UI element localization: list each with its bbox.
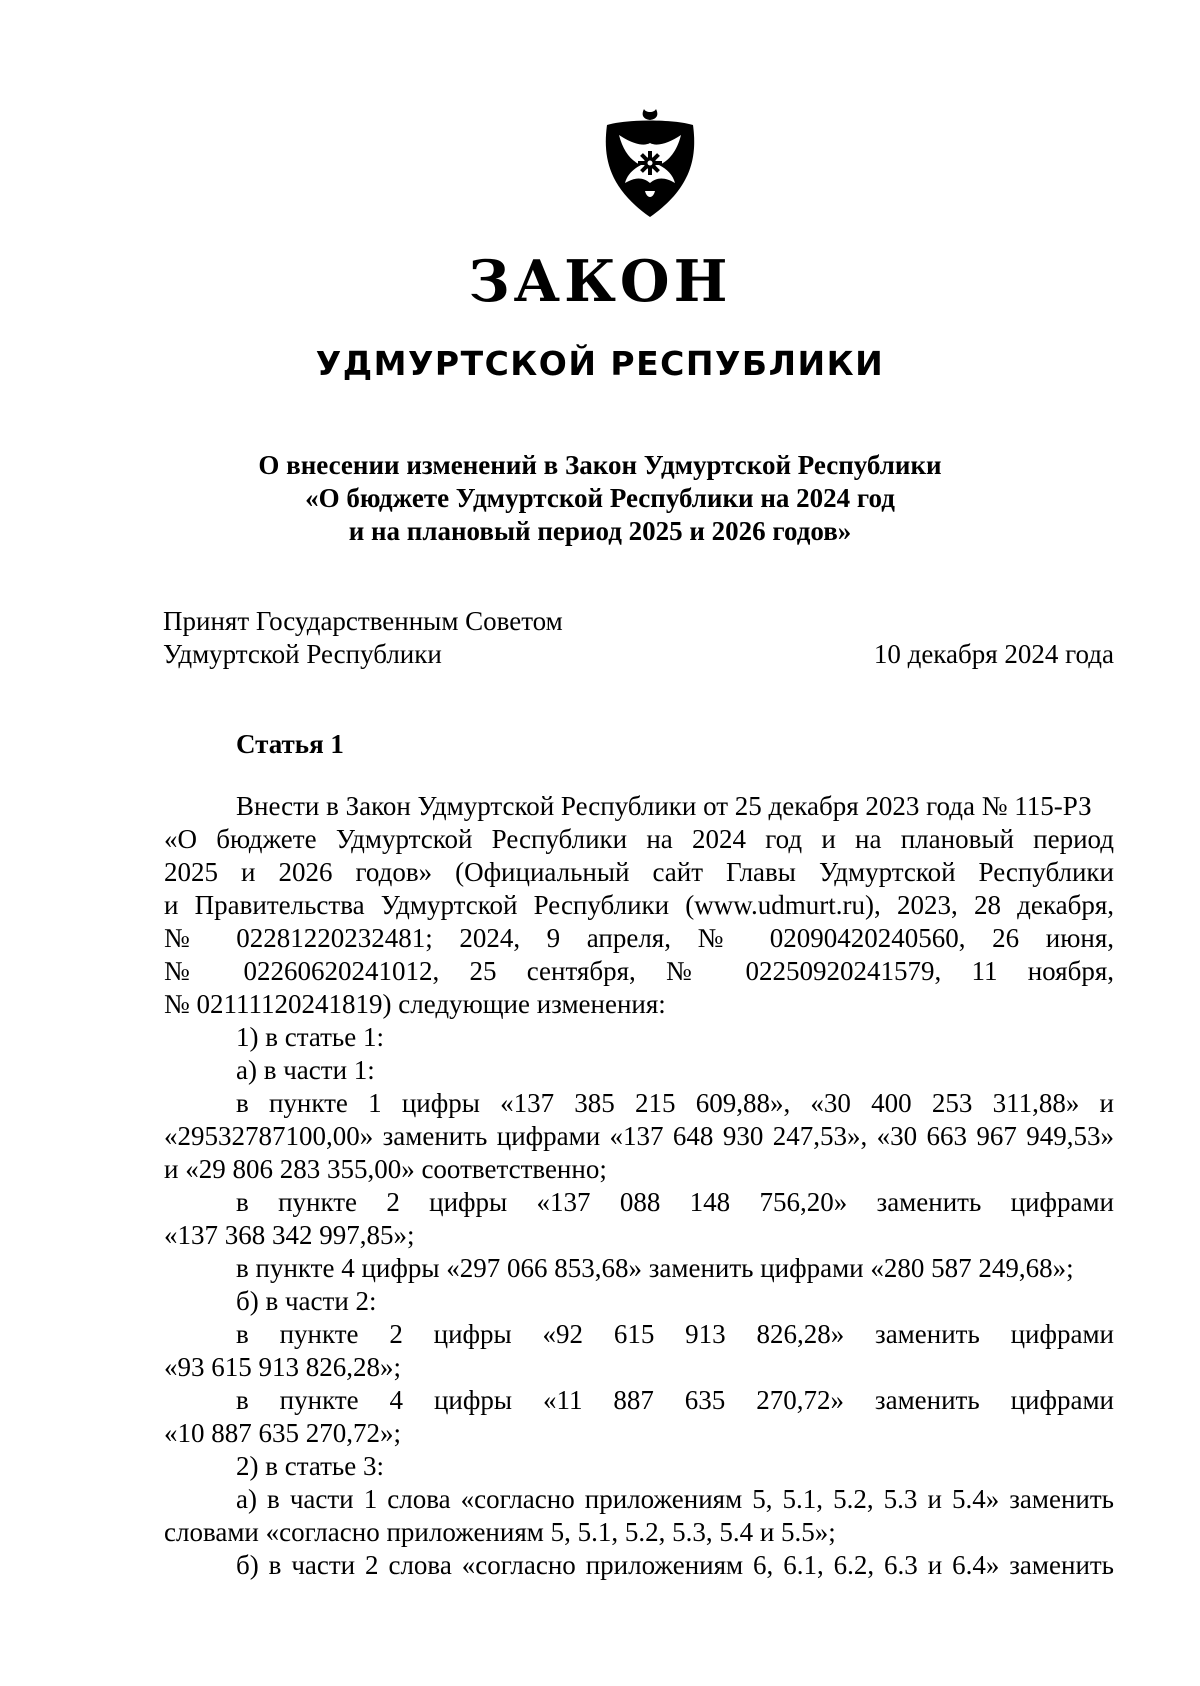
law-heading — [0, 449, 1200, 548]
text-line: 2025 и 2026 годов» (Официальный сайт Главы Удмуртской Республики — [164, 857, 1114, 887]
text-line: в пункте 4 цифры «11 887 635 270,72» заменить цифрами — [236, 1385, 1114, 1415]
heading-line: и на плановый период 2025 и 2026 годов» — [348, 516, 852, 546]
adopted-line: Удмуртской Республики — [163, 639, 442, 669]
law-title: ЗАКОН — [468, 248, 732, 315]
list-item: а) в части 1: — [236, 1055, 375, 1085]
heading-line: «О бюджете Удмуртской Республики на 2024 год — [305, 483, 895, 513]
text-line: Внести в Закон Удмуртской Республики от 25 декабря 2023 года № 115-РЗ — [236, 791, 1092, 821]
text-line: словами «согласно приложениям 5, 5.1, 5.2, 5.3, 5.4 и 5.5»; — [164, 1517, 836, 1547]
list-item: 2) в статье 3: — [236, 1451, 384, 1481]
list-item: а) в части 1 слова «согласно приложениям 5, 5.1, 5.2, 5.3 и 5.4» заменить — [236, 1484, 1114, 1514]
text-line: и Правительства Удмуртской Республики (www.udmurt.ru), 2023, 28 декабря, — [164, 890, 1114, 920]
text-line: «29532787100,00» заменить цифрами «137 648 930 247,53», «30 663 967 949,53» — [164, 1121, 1114, 1151]
text-line: «10 887 635 270,72»; — [164, 1418, 402, 1448]
article-title: Статья 1 — [236, 729, 344, 759]
text-line: «О бюджете Удмуртской Республики на 2024 год и на плановый период — [164, 824, 1114, 854]
heading-line: О внесении изменений в Закон Удмуртской Республики — [258, 450, 942, 480]
text-line: «137 368 342 997,85»; — [164, 1220, 415, 1250]
law-subtitle: УДМУРТСКОЙ РЕСПУБЛИКИ — [315, 344, 885, 383]
text-line: в пункте 2 цифры «92 615 913 826,28» заменить цифрами — [236, 1319, 1114, 1349]
text-line: «93 615 913 826,28»; — [164, 1352, 402, 1382]
adopted-by — [163, 605, 563, 671]
list-item: 1) в статье 1: — [236, 1022, 384, 1052]
text-line: № 02260620241012, 25 сентября, № 02250920241579, 11 ноября, — [164, 956, 1114, 986]
text-line: № 02281220232481; 2024, 9 апреля, № 02090420240560, 26 июня, — [164, 923, 1114, 953]
text-line: в пункте 2 цифры «137 088 148 756,20» заменить цифрами — [236, 1187, 1114, 1217]
article-body — [164, 790, 1114, 1582]
adoption-date: 10 декабря 2024 года — [873, 639, 1114, 669]
list-item: б) в части 2 слова «согласно приложениям 6, 6.1, 6.2, 6.3 и 6.4» заменить — [236, 1550, 1114, 1580]
text-line: в пункте 1 цифры «137 385 215 609,88», «30 400 253 311,88» и — [236, 1088, 1114, 1118]
list-item: б) в части 2: — [236, 1286, 377, 1316]
text-line: и «29 806 283 355,00» соответственно; — [164, 1154, 607, 1184]
coat-of-arms-icon — [597, 107, 703, 219]
adopted-line: Принят Государственным Советом — [163, 606, 563, 636]
text-line: № 02111120241819) следующие изменения: — [164, 989, 666, 1019]
text-line: в пункте 4 цифры «297 066 853,68» заменить цифрами «280 587 249,68»; — [236, 1253, 1074, 1283]
